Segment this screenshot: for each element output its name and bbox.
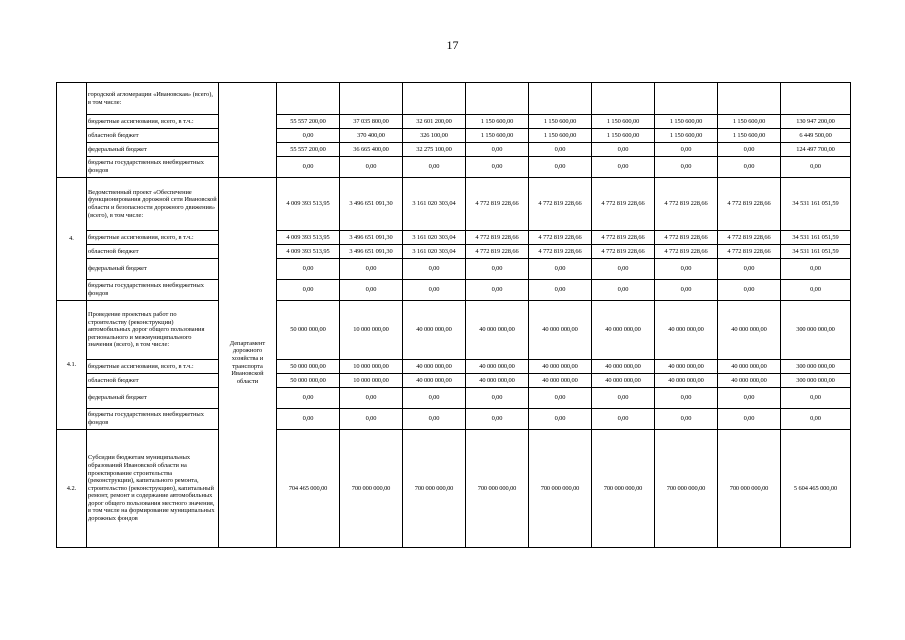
- value-cell: 0,00: [466, 280, 529, 301]
- value-cell: 326 100,00: [403, 129, 466, 143]
- value-cell: 0,00: [340, 259, 403, 280]
- value-cell: 40 000 000,00: [466, 374, 529, 388]
- value-cell: 34 531 161 051,59: [781, 245, 851, 259]
- row-label: бюджетные ассигнования, всего, в т.ч.:: [87, 360, 219, 374]
- table-row: [57, 259, 851, 280]
- value-cell: 37 035 800,00: [340, 115, 403, 129]
- value-cell: 0,00: [592, 409, 655, 430]
- row-label: Проведение проектных работ по строительству (реконструкции) автомобильных дорог общего пользования регионального и межмуниципального значения (всего), в том числе:: [87, 301, 219, 360]
- value-cell: 0,00: [277, 157, 340, 178]
- value-cell: 4 772 819 228,66: [655, 178, 718, 231]
- executor-cell: Департамент дорожного хозяйства и транспорта Ивановской области: [219, 178, 277, 548]
- value-cell: 4 772 819 228,66: [466, 231, 529, 245]
- value-cell: 34 531 161 051,59: [781, 178, 851, 231]
- table-row: [57, 143, 851, 157]
- value-cell: [277, 83, 340, 115]
- value-cell: 0,00: [592, 388, 655, 409]
- table-row: [57, 360, 851, 374]
- value-cell: 0,00: [655, 388, 718, 409]
- value-cell: 55 557 200,00: [277, 115, 340, 129]
- value-cell: 0,00: [529, 157, 592, 178]
- value-cell: 0,00: [277, 259, 340, 280]
- table-row: [57, 388, 851, 409]
- row-label: городской агломерации «Ивановская» (всего), в том числе:: [87, 83, 219, 115]
- row-label: бюджеты государственных внебюджетных фондов: [87, 157, 219, 178]
- value-cell: 0,00: [340, 388, 403, 409]
- value-cell: 700 000 000,00: [655, 430, 718, 548]
- value-cell: 3 161 020 303,04: [403, 245, 466, 259]
- value-cell: 50 000 000,00: [277, 374, 340, 388]
- value-cell: 1 150 600,00: [529, 129, 592, 143]
- table-row: [57, 301, 851, 360]
- table-row: [57, 409, 851, 430]
- table-row: [57, 280, 851, 301]
- value-cell: [781, 83, 851, 115]
- value-cell: 32 275 100,00: [403, 143, 466, 157]
- value-cell: 0,00: [466, 388, 529, 409]
- value-cell: 1 150 600,00: [466, 129, 529, 143]
- value-cell: 0,00: [466, 143, 529, 157]
- value-cell: 0,00: [592, 157, 655, 178]
- value-cell: 0,00: [403, 409, 466, 430]
- value-cell: 0,00: [529, 259, 592, 280]
- table-row: [57, 115, 851, 129]
- value-cell: 40 000 000,00: [655, 374, 718, 388]
- value-cell: 4 772 819 228,66: [466, 245, 529, 259]
- value-cell: 3 496 651 091,30: [340, 245, 403, 259]
- value-cell: 40 000 000,00: [403, 301, 466, 360]
- value-cell: 0,00: [781, 409, 851, 430]
- value-cell: 0,00: [655, 259, 718, 280]
- value-cell: 4 772 819 228,66: [529, 245, 592, 259]
- row-label: областной бюджет: [87, 374, 219, 388]
- value-cell: 0,00: [277, 409, 340, 430]
- table-row: [57, 245, 851, 259]
- value-cell: 0,00: [718, 157, 781, 178]
- value-cell: 1 150 600,00: [655, 129, 718, 143]
- value-cell: 4 772 819 228,66: [466, 178, 529, 231]
- value-cell: 4 009 393 513,95: [277, 178, 340, 231]
- value-cell: 32 601 200,00: [403, 115, 466, 129]
- row-number: [57, 83, 87, 178]
- value-cell: 700 000 000,00: [466, 430, 529, 548]
- value-cell: 3 161 020 303,04: [403, 231, 466, 245]
- value-cell: 700 000 000,00: [340, 430, 403, 548]
- value-cell: 0,00: [277, 280, 340, 301]
- value-cell: 0,00: [466, 157, 529, 178]
- value-cell: 4 772 819 228,66: [655, 231, 718, 245]
- value-cell: 40 000 000,00: [655, 360, 718, 374]
- value-cell: 4 009 393 513,95: [277, 245, 340, 259]
- value-cell: 0,00: [403, 388, 466, 409]
- row-label: областной бюджет: [87, 129, 219, 143]
- value-cell: 4 772 819 228,66: [655, 245, 718, 259]
- value-cell: 40 000 000,00: [592, 360, 655, 374]
- value-cell: 40 000 000,00: [403, 374, 466, 388]
- row-label: федеральный бюджет: [87, 143, 219, 157]
- value-cell: [655, 83, 718, 115]
- value-cell: 0,00: [466, 259, 529, 280]
- value-cell: 0,00: [592, 259, 655, 280]
- value-cell: 1 150 600,00: [529, 115, 592, 129]
- page-number: 17: [446, 38, 459, 52]
- value-cell: 0,00: [718, 409, 781, 430]
- table-body: [57, 83, 851, 548]
- row-label: бюджеты государственных внебюджетных фондов: [87, 280, 219, 301]
- value-cell: 0,00: [340, 157, 403, 178]
- row-label: Ведомственный проект «Обеспечение функционирования дорожной сети Ивановской области и безопасности дорожного движения» (всего), в том числе:: [87, 178, 219, 231]
- value-cell: 40 000 000,00: [592, 374, 655, 388]
- row-label: бюджеты государственных внебюджетных фондов: [87, 409, 219, 430]
- value-cell: [718, 83, 781, 115]
- value-cell: 40 000 000,00: [718, 374, 781, 388]
- value-cell: [466, 83, 529, 115]
- value-cell: 4 772 819 228,66: [529, 231, 592, 245]
- value-cell: 0,00: [781, 259, 851, 280]
- value-cell: 0,00: [529, 409, 592, 430]
- value-cell: 0,00: [403, 280, 466, 301]
- executor-cell-empty: [219, 83, 277, 178]
- value-cell: 700 000 000,00: [529, 430, 592, 548]
- value-cell: 0,00: [655, 280, 718, 301]
- value-cell: 4 772 819 228,66: [592, 178, 655, 231]
- value-cell: 0,00: [466, 409, 529, 430]
- table-row: [57, 83, 851, 115]
- row-number: 4.: [57, 178, 87, 301]
- budget-table: [56, 82, 851, 548]
- value-cell: [529, 83, 592, 115]
- value-cell: 3 496 651 091,30: [340, 178, 403, 231]
- value-cell: 10 000 000,00: [340, 360, 403, 374]
- row-label: федеральный бюджет: [87, 388, 219, 409]
- value-cell: 0,00: [718, 143, 781, 157]
- table-row: [57, 374, 851, 388]
- value-cell: 5 604 465 000,00: [781, 430, 851, 548]
- value-cell: 300 000 000,00: [781, 360, 851, 374]
- value-cell: 40 000 000,00: [466, 360, 529, 374]
- value-cell: 704 465 000,00: [277, 430, 340, 548]
- value-cell: 0,00: [403, 157, 466, 178]
- value-cell: 0,00: [781, 388, 851, 409]
- table-row: [57, 231, 851, 245]
- row-number: 4.1.: [57, 301, 87, 430]
- value-cell: 4 772 819 228,66: [529, 178, 592, 231]
- row-number: 4.2.: [57, 430, 87, 548]
- row-label: областной бюджет: [87, 245, 219, 259]
- value-cell: 370 400,00: [340, 129, 403, 143]
- table-row: [57, 129, 851, 143]
- value-cell: 1 150 600,00: [718, 115, 781, 129]
- value-cell: 40 000 000,00: [718, 301, 781, 360]
- table-row: [57, 178, 851, 231]
- value-cell: 4 772 819 228,66: [718, 231, 781, 245]
- value-cell: 40 000 000,00: [718, 360, 781, 374]
- value-cell: 4 772 819 228,66: [718, 245, 781, 259]
- row-label: бюджетные ассигнования, всего, в т.ч.:: [87, 115, 219, 129]
- value-cell: 4 772 819 228,66: [592, 231, 655, 245]
- value-cell: 1 150 600,00: [718, 129, 781, 143]
- value-cell: 1 150 600,00: [592, 129, 655, 143]
- table-row: [57, 157, 851, 178]
- value-cell: 3 496 651 091,30: [340, 231, 403, 245]
- value-cell: 0,00: [655, 409, 718, 430]
- value-cell: 700 000 000,00: [592, 430, 655, 548]
- value-cell: 50 000 000,00: [277, 301, 340, 360]
- value-cell: 0,00: [718, 280, 781, 301]
- value-cell: 50 000 000,00: [277, 360, 340, 374]
- value-cell: 4 772 819 228,66: [592, 245, 655, 259]
- value-cell: 6 449 500,00: [781, 129, 851, 143]
- value-cell: 55 557 200,00: [277, 143, 340, 157]
- value-cell: 0,00: [529, 280, 592, 301]
- value-cell: 0,00: [340, 280, 403, 301]
- row-label: Субсидии бюджетам муниципальных образований Ивановской области на проектирование строительства (реконструкции), капитального ремонта, строительство (реконструкцию), капитальный ремонт, ремонт и содержание автомобильных дорог общего пользования местного значения, в том числе на формирование муниципальных дорожных фондов: [87, 430, 219, 548]
- value-cell: 0,00: [529, 388, 592, 409]
- value-cell: 0,00: [718, 259, 781, 280]
- value-cell: 4 772 819 228,66: [718, 178, 781, 231]
- value-cell: 0,00: [277, 129, 340, 143]
- table-row: [57, 430, 851, 548]
- value-cell: 1 150 600,00: [592, 115, 655, 129]
- value-cell: 36 665 400,00: [340, 143, 403, 157]
- value-cell: 0,00: [340, 409, 403, 430]
- value-cell: 40 000 000,00: [466, 301, 529, 360]
- value-cell: 40 000 000,00: [592, 301, 655, 360]
- value-cell: 40 000 000,00: [403, 360, 466, 374]
- value-cell: 0,00: [277, 388, 340, 409]
- value-cell: 130 947 200,00: [781, 115, 851, 129]
- value-cell: 1 150 600,00: [466, 115, 529, 129]
- value-cell: 300 000 000,00: [781, 301, 851, 360]
- value-cell: 0,00: [529, 143, 592, 157]
- value-cell: 0,00: [781, 157, 851, 178]
- value-cell: 0,00: [592, 280, 655, 301]
- value-cell: 0,00: [655, 143, 718, 157]
- value-cell: 0,00: [403, 259, 466, 280]
- value-cell: 40 000 000,00: [529, 360, 592, 374]
- value-cell: 40 000 000,00: [529, 301, 592, 360]
- value-cell: 40 000 000,00: [655, 301, 718, 360]
- value-cell: 0,00: [781, 280, 851, 301]
- value-cell: 124 497 700,00: [781, 143, 851, 157]
- value-cell: 300 000 000,00: [781, 374, 851, 388]
- value-cell: 10 000 000,00: [340, 374, 403, 388]
- value-cell: [340, 83, 403, 115]
- value-cell: 1 150 600,00: [655, 115, 718, 129]
- value-cell: 700 000 000,00: [718, 430, 781, 548]
- value-cell: [592, 83, 655, 115]
- value-cell: 0,00: [655, 157, 718, 178]
- value-cell: 34 531 161 051,59: [781, 231, 851, 245]
- value-cell: 0,00: [592, 143, 655, 157]
- value-cell: 10 000 000,00: [340, 301, 403, 360]
- value-cell: 0,00: [718, 388, 781, 409]
- row-label: федеральный бюджет: [87, 259, 219, 280]
- row-label: бюджетные ассигнования, всего, в т.ч.:: [87, 231, 219, 245]
- value-cell: 700 000 000,00: [403, 430, 466, 548]
- value-cell: 40 000 000,00: [529, 374, 592, 388]
- value-cell: 4 009 393 513,95: [277, 231, 340, 245]
- value-cell: 3 161 020 303,04: [403, 178, 466, 231]
- value-cell: [403, 83, 466, 115]
